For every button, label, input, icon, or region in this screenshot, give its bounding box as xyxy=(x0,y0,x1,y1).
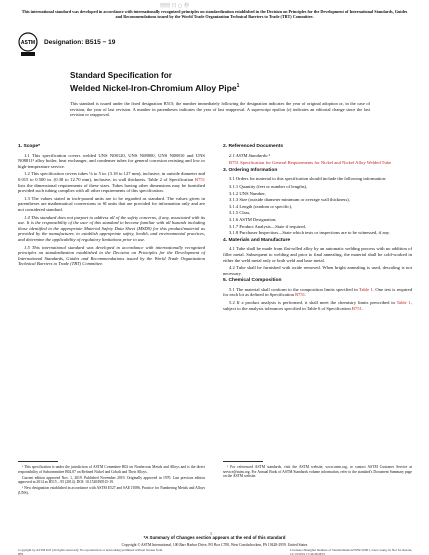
paragraph-3-1-1: 3.1.1 Quantity (feet or number of lengths), xyxy=(229,183,308,189)
footnotes-right xyxy=(223,465,412,480)
paragraph-5-2 xyxy=(223,300,412,311)
right-column xyxy=(223,142,412,313)
paragraph-3-1-6: 3.1.6 ASTM Designation, xyxy=(229,216,277,222)
intro-paragraph: This standard is issued under the fixed designation B515; the number immediately following the designation indicates the year of original adoption or, in the case of revision, the year of last revision. A number in parentheses indicates the year of last reapproval. A superscript epsilon (ε) indicates an editorial change since the last revision or reapproval. xyxy=(70,101,370,118)
section-heading-scope: 1. Scope* xyxy=(18,144,41,149)
section-heading-ordering-information: 3. Ordering Information xyxy=(223,167,278,173)
paragraph-1-5: 1.5 This international standard was developed in accordance with internationally recognized principles on standardization established in the Decision on Principles for the Development of International Standards, Guides and Recommendations issued by the World Trade Organization Technical Barriers to Trade (TBT) Committee. xyxy=(18,244,205,267)
header-note: This international standard was developed in accordance with internationally recognized principles on standardization established in the Decision on Principles for the Development of International Standards, Guides and Recommendations issued by the World Trade Organization Technical Barriers to Trade (TBT) Committee. xyxy=(21,9,408,20)
paragraph-3-1-4: 3.1.4 Length (random or specific), xyxy=(229,203,293,209)
section-heading-referenced-documents: 2. Referenced Documents xyxy=(223,144,284,149)
paragraph-5-2-text-a: 5.2 If a product analysis is performed, it shall meet the chemistry limits prescribed in xyxy=(229,300,397,306)
title-superscript: 1 xyxy=(236,83,240,89)
designation: Designation: B515 − 19 xyxy=(44,39,116,46)
astm-logo-icon xyxy=(18,32,38,58)
paragraph-1-4: 1.4 This standard does not purport to address all of the safety concerns, if any, associated with its use. It is the responsibility of the user of this standard to become familiar with all hazards including those identified in the appropriate Material Safety Data Sheet (MSDS) for this product/material as provided by the manufacturer, to establish appropriate safety, health, and environmental practices, and determine the applicability of regulatory limitations prior to use. xyxy=(18,214,205,242)
paragraph-5-1-text-b: . One test is required for each lot as defined in Specification xyxy=(223,286,412,298)
footnotes-left xyxy=(18,465,205,497)
footnote-3: ³ For referenced ASTM standards, visit the ASTM website, www.astm.org, or contact ASTM Customer Service at service@astm.org. For Annual Book of ASTM Standards volume information, refer to the standard's Document Summary page on the ASTM website. xyxy=(223,465,412,479)
referenced-standard-b751 xyxy=(223,160,412,166)
paragraph-5-2-text-b: , subject to the analysis tolerances specified in Table 6 of Specification xyxy=(223,300,412,311)
title-line-2-text: Welded Nickel-Iron-Chromium Alloy Pipe xyxy=(70,82,237,93)
footnote-divider-left xyxy=(18,461,58,462)
referenced-standard-title[interactable]: Specification for General Requirements for Nickel and Nickel Alloy Welded Tube xyxy=(238,160,391,166)
footnote-divider-right xyxy=(223,461,263,462)
copyright-line: Copyright © ASTM International, 100 Barr Harbor Drive, PO Box C700, West Conshohocken, PA 19428-2959. United States xyxy=(121,543,308,547)
paragraph-3-1-3: 3.1.3 Size (outside diameter minimum or average wall thickness), xyxy=(229,197,350,203)
link-b751-ref[interactable]: B751 xyxy=(229,160,239,166)
paragraph-3-1-7: 3.1.7 Product Analysis—State if required, xyxy=(229,223,306,229)
section-heading-materials-manufacture: 4. Materials and Manufacture xyxy=(223,237,291,243)
paragraph-5-1-text-a: 5.1 The material shall conform to the composition limits specified in xyxy=(229,286,359,292)
section-heading-chemical-composition: 5. Chemical Composition xyxy=(223,278,282,284)
link-table-1-5-2[interactable]: Table 1 xyxy=(396,300,411,306)
paragraph-1-2-text-b: lists the dimensional requirements of these sizes. Tubes having other dimensions may be furnished provided such tubing complies with all other requirements of this specification. xyxy=(18,182,205,194)
page-number: 1 xyxy=(210,531,212,536)
paragraph-5-2-text-c: . xyxy=(361,305,363,311)
paragraph-1-2 xyxy=(18,171,205,193)
paragraph-3-1-8: 3.1.8 Purchaser Inspection—State which tests or inspections are to be witnessed, if any. xyxy=(229,230,390,236)
paragraph-5-1-text-c: . xyxy=(305,292,307,298)
paragraph-3-1-5: 3.1.5 Class, xyxy=(229,210,251,216)
paragraph-1-3: 1.3 The values stated in inch-pound units are to be regarded as standard. The values given in parentheses are mathematical conversions to SI units that are provided for information only and are not considered standard. xyxy=(18,195,205,212)
document-title xyxy=(70,71,370,94)
paragraph-4-1: 4.1 Tube shall be made from flat-rolled alloy by an automatic welding process with no addition of filler metal. Subsequent to welding and prior to final annealing, the material shall be cold-worked in either the weld metal only or both weld and base metal. xyxy=(223,246,412,263)
svg-text:ASTM: ASTM xyxy=(20,40,36,46)
title-line-2 xyxy=(70,81,370,94)
paragraph-1-1: 1.1 This specification covers welded UNS N08120, UNS N08800, UNS N08810 and UNS N08811² alloy boiler, heat exchanger, and condenser tubes for general corrosion resisting and low or high-temperature service. xyxy=(18,152,205,169)
paragraph-1-2-text-a: 1.2 This specification covers tubes ⅛ to 5 in. (3.18 to 127 mm), inclusive, in outside diameter and 0.015 to 0.500 in. (0.38 to 12.70 mm), inclusive, in wall thickness. Table 2 of Specification xyxy=(18,171,205,182)
link-b751-5-1[interactable]: B751 xyxy=(295,292,306,298)
link-b751[interactable]: B751 xyxy=(195,176,205,182)
license-note-right: Licensee=Shanghai Institute of Standardization/5959110001, User=wang, fu Not for Resale, 12/13/2019 17:44:48 MST xyxy=(290,548,412,555)
left-column xyxy=(18,142,205,269)
link-b751-5-2[interactable]: B751 xyxy=(351,305,362,311)
title-line-1: Standard Specification for xyxy=(70,71,172,80)
paragraph-2-1: 2.1 ASTM Standards:³ xyxy=(229,152,270,158)
footnote-2: ² New designation established in accordance with ASTM E527 and SAE J1086, Practice for Numbering Metals and Alloys (UNS). xyxy=(18,486,205,495)
link-table-1[interactable]: Table 1 xyxy=(358,286,373,292)
license-note-left: Copyright by ASTM Int'l (all rights reserved); No reproduction or networking permitted without license from IHS xyxy=(18,548,163,555)
paragraph-3-1: 3.1 Orders for material to this specification should include the following information: xyxy=(229,176,387,182)
watermark: 冊冊 日 ○ 秒 xyxy=(160,3,190,9)
paragraph-4-2: 4.2 Tube shall be furnished with oxide removed. When bright annealing is used, descaling is not necessary. xyxy=(223,265,412,276)
paragraph-3-1-2: 3.1.2 UNS Number, xyxy=(229,190,266,196)
summary-of-changes-note: *A Summary of Changes section appears at the end of this standard xyxy=(143,535,286,540)
footnote-1: ¹ This specification is under the jurisdiction of ASTM Committee B02 on Nonferrous Metals and Alloys and is the direct responsibility of Subcommittee B02.07 on Refined Nickel and Cobalt and Their Alloys. xyxy=(18,465,205,474)
footnote-1-edition: Current edition approved Nov. 1, 2019. Published November 2019. Originally approved in 1970. Last previous edition approved in 2014 as B515 – 95 (2014). DOI: 10.1520/B0515-19. xyxy=(18,475,205,485)
paragraph-5-1 xyxy=(223,287,412,298)
